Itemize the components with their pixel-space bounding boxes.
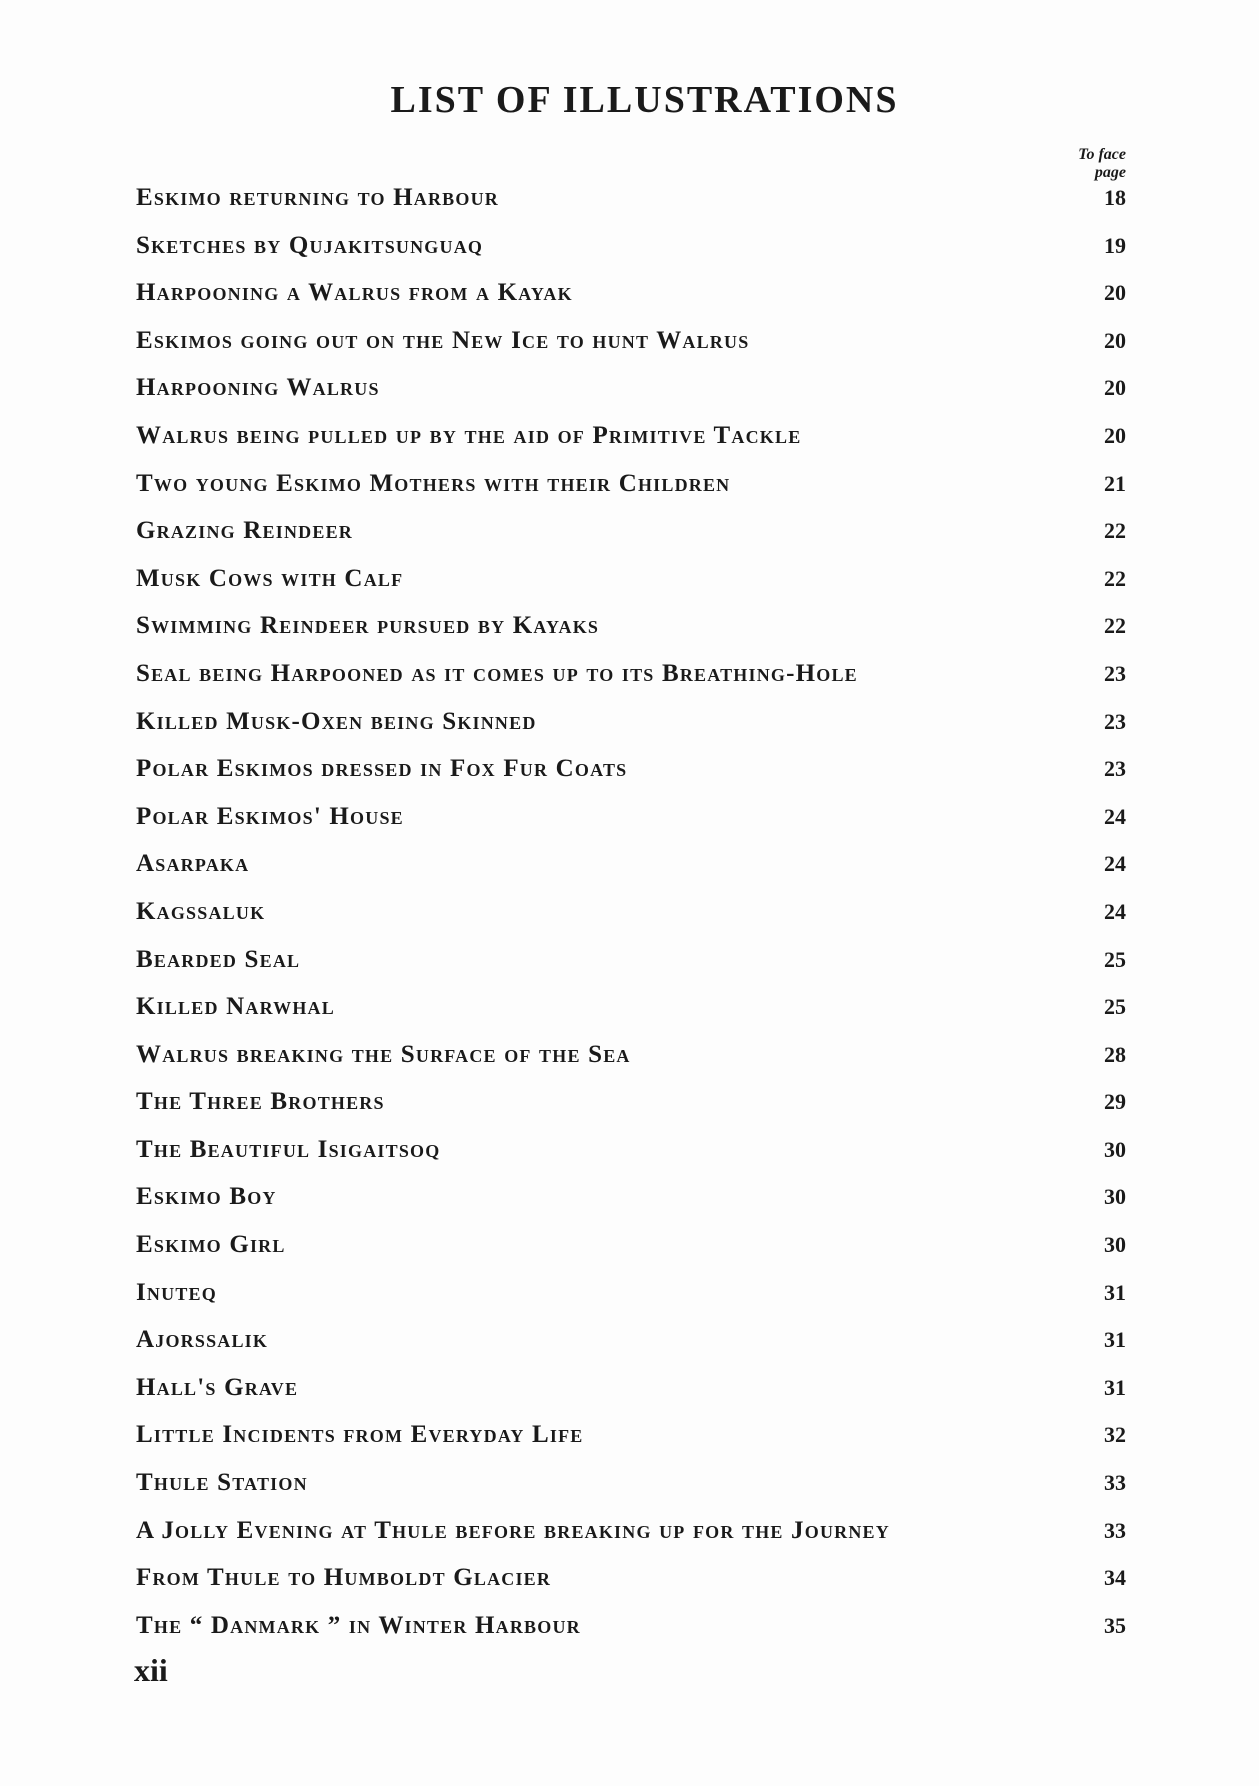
list-item bbox=[136, 422, 1126, 470]
illustration-caption: Harpooning a Walrus from a Kayak bbox=[136, 279, 573, 307]
list-item bbox=[136, 946, 1126, 994]
facing-page-number: 18 bbox=[1104, 185, 1126, 210]
illustration-caption: The Beautiful Isigaitsoq bbox=[136, 1135, 441, 1163]
illustration-caption: Two young Eskimo Mothers with their Children bbox=[136, 469, 731, 497]
facing-page-number: 29 bbox=[1104, 1089, 1126, 1115]
list-item bbox=[136, 1041, 1126, 1089]
illustration-caption: Harpooning Walrus bbox=[136, 374, 380, 402]
illustration-caption: Sketches by Qujakitsunguaq bbox=[136, 231, 484, 259]
column-header-line-1: To face bbox=[1078, 146, 1126, 163]
facing-page-number: 32 bbox=[1104, 1422, 1126, 1448]
facing-page-number: 25 bbox=[1104, 946, 1126, 972]
facing-page-number: 21 bbox=[1104, 470, 1126, 496]
list-item bbox=[136, 755, 1126, 803]
list-item bbox=[136, 993, 1126, 1041]
illustration-caption: Hall's Grave bbox=[136, 1373, 299, 1401]
facing-page-number: 22 bbox=[1104, 518, 1126, 544]
facing-page-number: 24 bbox=[1104, 803, 1126, 829]
list-item bbox=[136, 565, 1126, 613]
list-item bbox=[136, 470, 1126, 518]
list-item bbox=[136, 850, 1126, 898]
facing-page-number: 19 bbox=[1104, 232, 1126, 258]
facing-page-number: 33 bbox=[1104, 1517, 1126, 1543]
illustration-caption: Swimming Reindeer pursued by Kayaks bbox=[136, 612, 600, 640]
list-item bbox=[136, 1279, 1126, 1327]
illustration-caption: Grazing Reindeer bbox=[136, 517, 353, 545]
list-item bbox=[136, 1136, 1126, 1184]
facing-page-number: 23 bbox=[1104, 660, 1126, 686]
list-item bbox=[136, 1469, 1126, 1517]
illustration-caption: The Three Brothers bbox=[136, 1088, 385, 1116]
list-item bbox=[136, 327, 1126, 375]
list-item bbox=[136, 660, 1126, 708]
list-item bbox=[136, 612, 1126, 660]
illustration-caption: Little Incidents from Everyday Life bbox=[136, 1421, 584, 1449]
facing-page-number: 31 bbox=[1104, 1374, 1126, 1400]
list-item bbox=[136, 1421, 1126, 1469]
column-header bbox=[1078, 146, 1126, 182]
list-item bbox=[136, 232, 1126, 280]
facing-page-number: 30 bbox=[1104, 1184, 1126, 1210]
facing-page-number: 31 bbox=[1104, 1279, 1126, 1305]
facing-page-number: 23 bbox=[1104, 708, 1126, 734]
page-number: xii bbox=[134, 1652, 168, 1688]
illustration-caption: Seal being Harpooned as it comes up to its Breathing-Hole bbox=[136, 659, 858, 687]
list-item bbox=[136, 279, 1126, 327]
list-item bbox=[136, 708, 1126, 756]
illustration-caption: Killed Narwhal bbox=[136, 993, 335, 1021]
illustration-caption: Killed Musk-Oxen being Skinned bbox=[136, 707, 537, 735]
facing-page-number: 34 bbox=[1104, 1565, 1126, 1591]
facing-page-number: 30 bbox=[1104, 1136, 1126, 1162]
list-item bbox=[136, 898, 1126, 946]
list-item bbox=[136, 1517, 1126, 1565]
illustration-caption: A Jolly Evening at Thule before breaking up for the Journey bbox=[136, 1516, 890, 1544]
facing-page-number: 25 bbox=[1104, 994, 1126, 1020]
list-item bbox=[136, 1088, 1126, 1136]
list-item bbox=[136, 374, 1126, 422]
facing-page-number: 22 bbox=[1104, 613, 1126, 639]
facing-page-number: 35 bbox=[1104, 1612, 1126, 1638]
illustration-caption: Asarpaka bbox=[136, 850, 250, 878]
list-item bbox=[136, 1564, 1126, 1612]
illustration-caption: Polar Eskimos dressed in Fox Fur Coats bbox=[136, 755, 628, 783]
illustration-caption: Thule Station bbox=[136, 1469, 308, 1497]
illustration-caption: The “ Danmark ” in Winter Harbour bbox=[136, 1611, 581, 1639]
illustration-caption: Ajorssalik bbox=[136, 1326, 269, 1354]
facing-page-number: 30 bbox=[1104, 1232, 1126, 1258]
list-item bbox=[136, 184, 1126, 232]
list-item bbox=[136, 1374, 1126, 1422]
illustration-caption: From Thule to Humboldt Glacier bbox=[136, 1564, 552, 1592]
illustration-caption: Bearded Seal bbox=[136, 945, 301, 973]
list-item bbox=[136, 803, 1126, 851]
illustration-caption: Polar Eskimos' House bbox=[136, 802, 404, 830]
facing-page-number: 23 bbox=[1104, 756, 1126, 782]
illustration-caption: Eskimos going out on the New Ice to hunt Walrus bbox=[136, 326, 750, 354]
facing-page-number: 33 bbox=[1104, 1470, 1126, 1496]
facing-page-number: 20 bbox=[1104, 375, 1126, 401]
illustration-list bbox=[136, 184, 1126, 1659]
facing-page-number: 24 bbox=[1104, 851, 1126, 877]
facing-page-number: 28 bbox=[1104, 1041, 1126, 1067]
facing-page-number: 22 bbox=[1104, 565, 1126, 591]
list-item bbox=[136, 1183, 1126, 1231]
list-item bbox=[136, 1326, 1126, 1374]
column-header-line-2: page bbox=[1094, 164, 1126, 181]
list-item bbox=[136, 1612, 1126, 1660]
page-title: LIST OF ILLUSTRATIONS bbox=[390, 79, 899, 121]
facing-page-number: 20 bbox=[1104, 422, 1126, 448]
illustration-caption: Walrus being pulled up by the aid of Primitive Tackle bbox=[136, 421, 802, 449]
illustration-caption: Eskimo Boy bbox=[136, 1183, 277, 1211]
illustration-caption: Inuteq bbox=[136, 1278, 217, 1306]
illustration-caption: Kagssaluk bbox=[136, 897, 266, 925]
facing-page-number: 24 bbox=[1104, 898, 1126, 924]
facing-page-number: 20 bbox=[1104, 280, 1126, 306]
facing-page-number: 31 bbox=[1104, 1327, 1126, 1353]
illustration-caption: Walrus breaking the Surface of the Sea bbox=[136, 1040, 631, 1068]
list-item bbox=[136, 517, 1126, 565]
illustration-caption: Musk Cows with Calf bbox=[136, 564, 404, 592]
facing-page-number: 20 bbox=[1104, 327, 1126, 353]
illustration-caption: Eskimo Girl bbox=[136, 1231, 286, 1259]
illustration-caption: Eskimo returning to Harbour bbox=[136, 184, 499, 211]
list-item bbox=[136, 1231, 1126, 1279]
